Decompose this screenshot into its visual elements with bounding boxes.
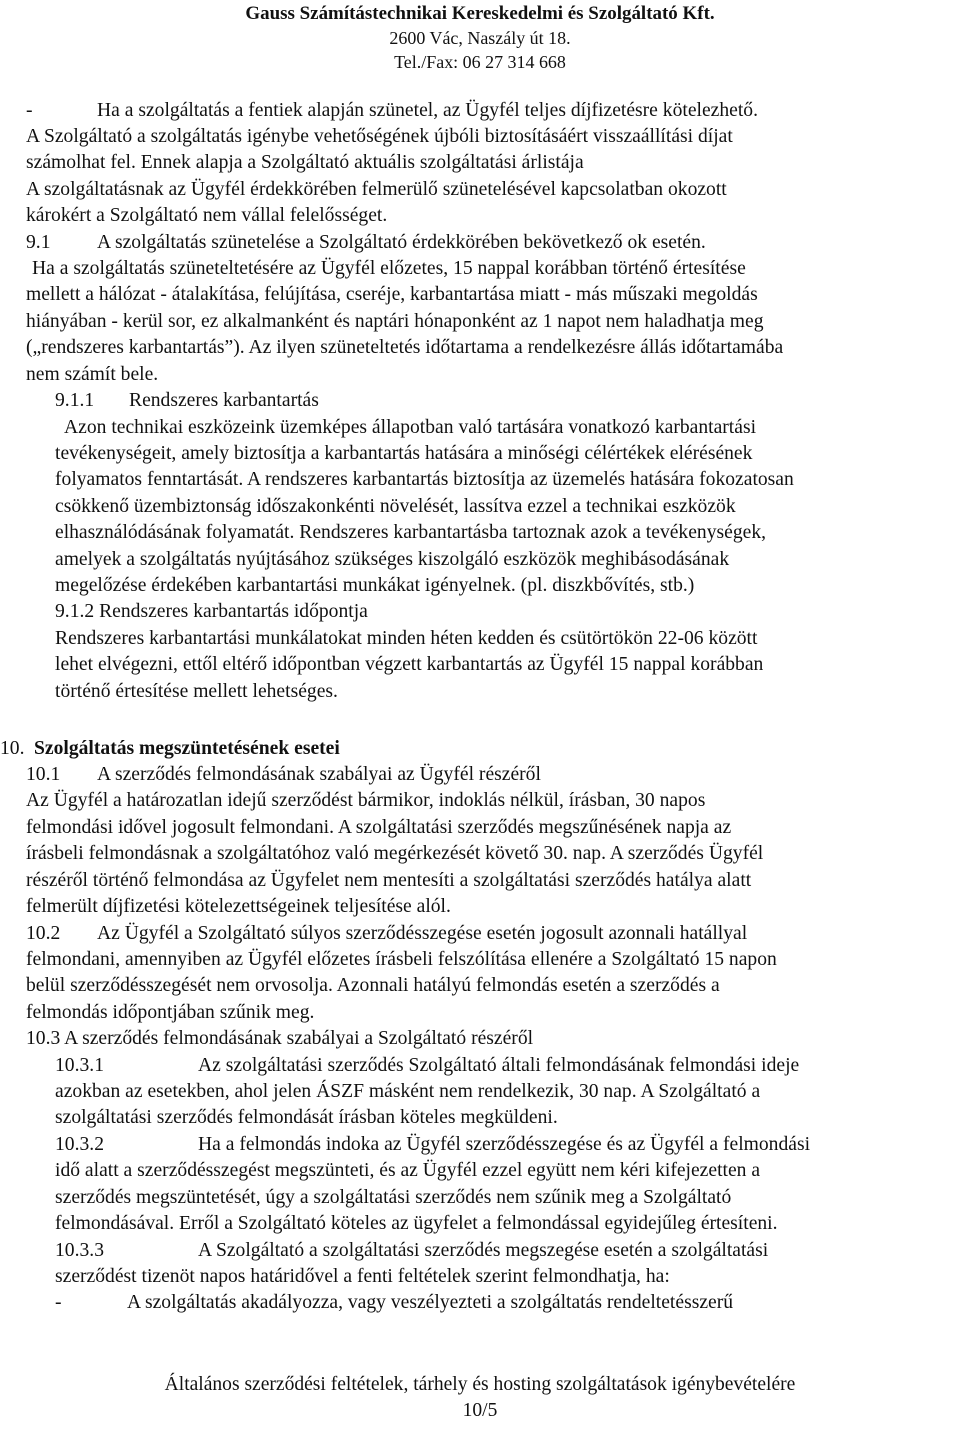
section-number: 10. — [0, 738, 25, 759]
section-number: 10.2 — [26, 923, 61, 944]
body-line: mellett a hálózat - átalakítása, felújítása, cseréje, karbantartása miatt - más műszaki megoldás — [26, 284, 758, 305]
body-line: belül szerződésszegését nem orvosolja. Azonnali hatályú felmondás esetén a szerződés a — [26, 975, 720, 996]
body-line: Az Ügyfél a Szolgáltató súlyos szerződésszegése esetén jogosult azonnali hatállyal — [97, 923, 748, 944]
body-line: nem számít bele. — [26, 364, 159, 385]
body-line: szerződés megszüntetését, úgy a szolgáltatási szerződés nem szűnik meg a Szolgáltató — [55, 1187, 732, 1208]
body-line: Az Ügyfél a határozatlan idejű szerződést bármikor, indoklás nélkül, írásban, 30 napos — [26, 790, 706, 811]
body-line: A Szolgáltató a szolgáltatási szerződés megszegése esetén a szolgáltatási — [198, 1240, 769, 1261]
body-line: részéről történő felmondása az Ügyfelet nem mentesíti a szolgáltatási szerződés hatálya alatt — [26, 870, 752, 891]
section-title: Szolgáltatás megszüntetésének esetei — [34, 738, 340, 759]
page-number: 10/5 — [462, 1400, 498, 1421]
company-phone: Tel./Fax: 06 27 314 668 — [394, 52, 566, 72]
section-heading: 10.3 A szerződés felmondásának szabályai a Szolgáltató részéről — [26, 1028, 534, 1049]
body-line: A szolgáltatásnak az Ügyfél érdekkörében felmerülő szünetelésével kapcsolatban okozott — [26, 179, 727, 200]
company-name: Gauss Számítástechnikai Kereskedelmi és Szolgáltató Kft. — [245, 3, 715, 24]
body-line: írásbeli felmondásnak a szolgáltatóhoz való megérkezését követő 30. nap. A szerződés Ügyfél — [26, 843, 764, 864]
body-line: A szolgáltatás akadályozza, vagy veszélyezteti a szolgáltatás rendeltetésszerű — [127, 1292, 734, 1313]
section-heading: Rendszeres karbantartás — [129, 390, 319, 411]
section-heading: A szerződés felmondásának szabályai az Ügyfél részéről — [97, 764, 541, 785]
section-number: 10.1 — [26, 764, 61, 785]
body-line: idő alatt a szerződésszegést megszünteti, és az Ügyfél ezzel együtt nem kéri kifejezetten a — [55, 1160, 761, 1181]
section-number: 10.3.2 — [55, 1134, 104, 1155]
section-heading: 9.1.2 Rendszeres karbantartás időpontja — [55, 601, 368, 622]
body-line: felmondásával. Erről a Szolgáltató köteles az ügyfelet a felmondással egyidejűleg értesíteni. — [55, 1213, 778, 1234]
body-line: szerződést tizenöt napos határidővel a fenti feltételek szerint felmondhatja, ha: — [55, 1266, 670, 1287]
body-line: Ha a felmondás indoka az Ügyfél szerződésszegése és az Ügyfél a felmondási — [198, 1134, 811, 1155]
body-line: károkért a Szolgáltató nem vállal felelősséget. — [26, 205, 388, 226]
body-line: történő értesítése mellett lehetséges. — [55, 681, 338, 702]
body-line: elhasználódásának folyamatát. Rendszeres karbantartásba tartoznak azok a tevékenységek, — [55, 522, 767, 543]
body-line: lehet elvégezni, ettől eltérő időpontban végzett karbantartás az Ügyfél 15 nappal korábban — [55, 654, 764, 675]
body-line: tevékenységeit, amely biztosítja a karbantartás hatására a minőségi célértékek elérésének — [55, 443, 753, 464]
body-line: A Szolgáltató a szolgáltatás igénybe vehetőségének újbóli biztosításáért visszaállítási díjat — [26, 126, 733, 147]
footer-title: Általános szerződési feltételek, tárhely és hosting szolgáltatások igénybevételére — [164, 1374, 796, 1395]
body-line: felmondani, amennyiben az Ügyfél előzetes írásbeli felszólítása ellenére a Szolgáltató 15 napon — [26, 949, 777, 970]
section-number: 9.1 — [26, 232, 51, 253]
body-line: Azon technikai eszközeink üzemképes állapotban való tartására vonatkozó karbantartási — [64, 417, 757, 438]
bullet-dash: - — [26, 100, 33, 121]
company-address: 2600 Vác, Naszály út 18. — [389, 28, 571, 48]
section-number: 10.3.1 — [55, 1055, 104, 1076]
section-number: 10.3.3 — [55, 1240, 104, 1261]
body-line: („rendszeres karbantartás”). Az ilyen szüneteltetés időtartama a rendelkezésre állás időtartamába — [26, 337, 784, 358]
body-line: megelőzése érdekében karbantartási munkákat igényelnek. (pl. diszkbővítés, stb.) — [55, 575, 695, 596]
section-number: 9.1.1 — [55, 390, 95, 411]
body-line: Rendszeres karbantartási munkálatokat minden héten kedden és csütörtökön 22-06 között — [55, 628, 758, 649]
body-line: azokban az esetekben, ahol jelen ÁSZF másként nem rendelkezik, 30 nap. A Szolgáltató a — [55, 1081, 761, 1102]
body-line: Az szolgáltatási szerződés Szolgáltató általi felmondásának felmondási ideje — [198, 1055, 800, 1076]
body-line: felmondási idővel jogosult felmondani. A szolgáltatási szerződés megszűnésének napja az — [26, 817, 732, 838]
body-line: szolgáltatási szerződés felmondását írásban köteles megküldeni. — [55, 1107, 558, 1128]
body-line: számolhat fel. Ennek alapja a Szolgáltató aktuális szolgáltatási árlistája — [26, 152, 584, 173]
body-line: amelyek a szolgáltatás nyújtásához szükséges kiszolgáló eszközök meghibásodásának — [55, 549, 730, 570]
body-line: Ha a szolgáltatás a fentiek alapján szünetel, az Ügyfél teljes díjfizetésre kötelezhető. — [97, 100, 758, 121]
body-line: felmondás időpontjában szűnik meg. — [26, 1002, 315, 1023]
body-line: Ha a szolgáltatás szüneteltetésére az Ügyfél előzetes, 15 nappal korábban történő értesítése — [32, 258, 746, 279]
body-line: felmerült díjfizetési kötelezettségeinek teljesítése alól. — [26, 896, 451, 917]
letterhead — [0, 2, 960, 74]
body-line: csökkenő üzembiztonság időszakonkénti növelését, lassítva ezzel a technikai eszközök — [55, 496, 736, 517]
body-line: folyamatos fenntartását. A rendszeres karbantartás biztosítja az üzemelés hatására fokozatosan — [55, 469, 794, 490]
body-line: hiányában - kerül sor, ez alkalmanként és naptári hónaponként az 1 napot nem haladhatja meg — [26, 311, 764, 332]
section-heading: A szolgáltatás szünetelése a Szolgáltató érdekkörében bekövetkező ok esetén. — [97, 232, 706, 253]
bullet-dash: - — [55, 1292, 62, 1313]
